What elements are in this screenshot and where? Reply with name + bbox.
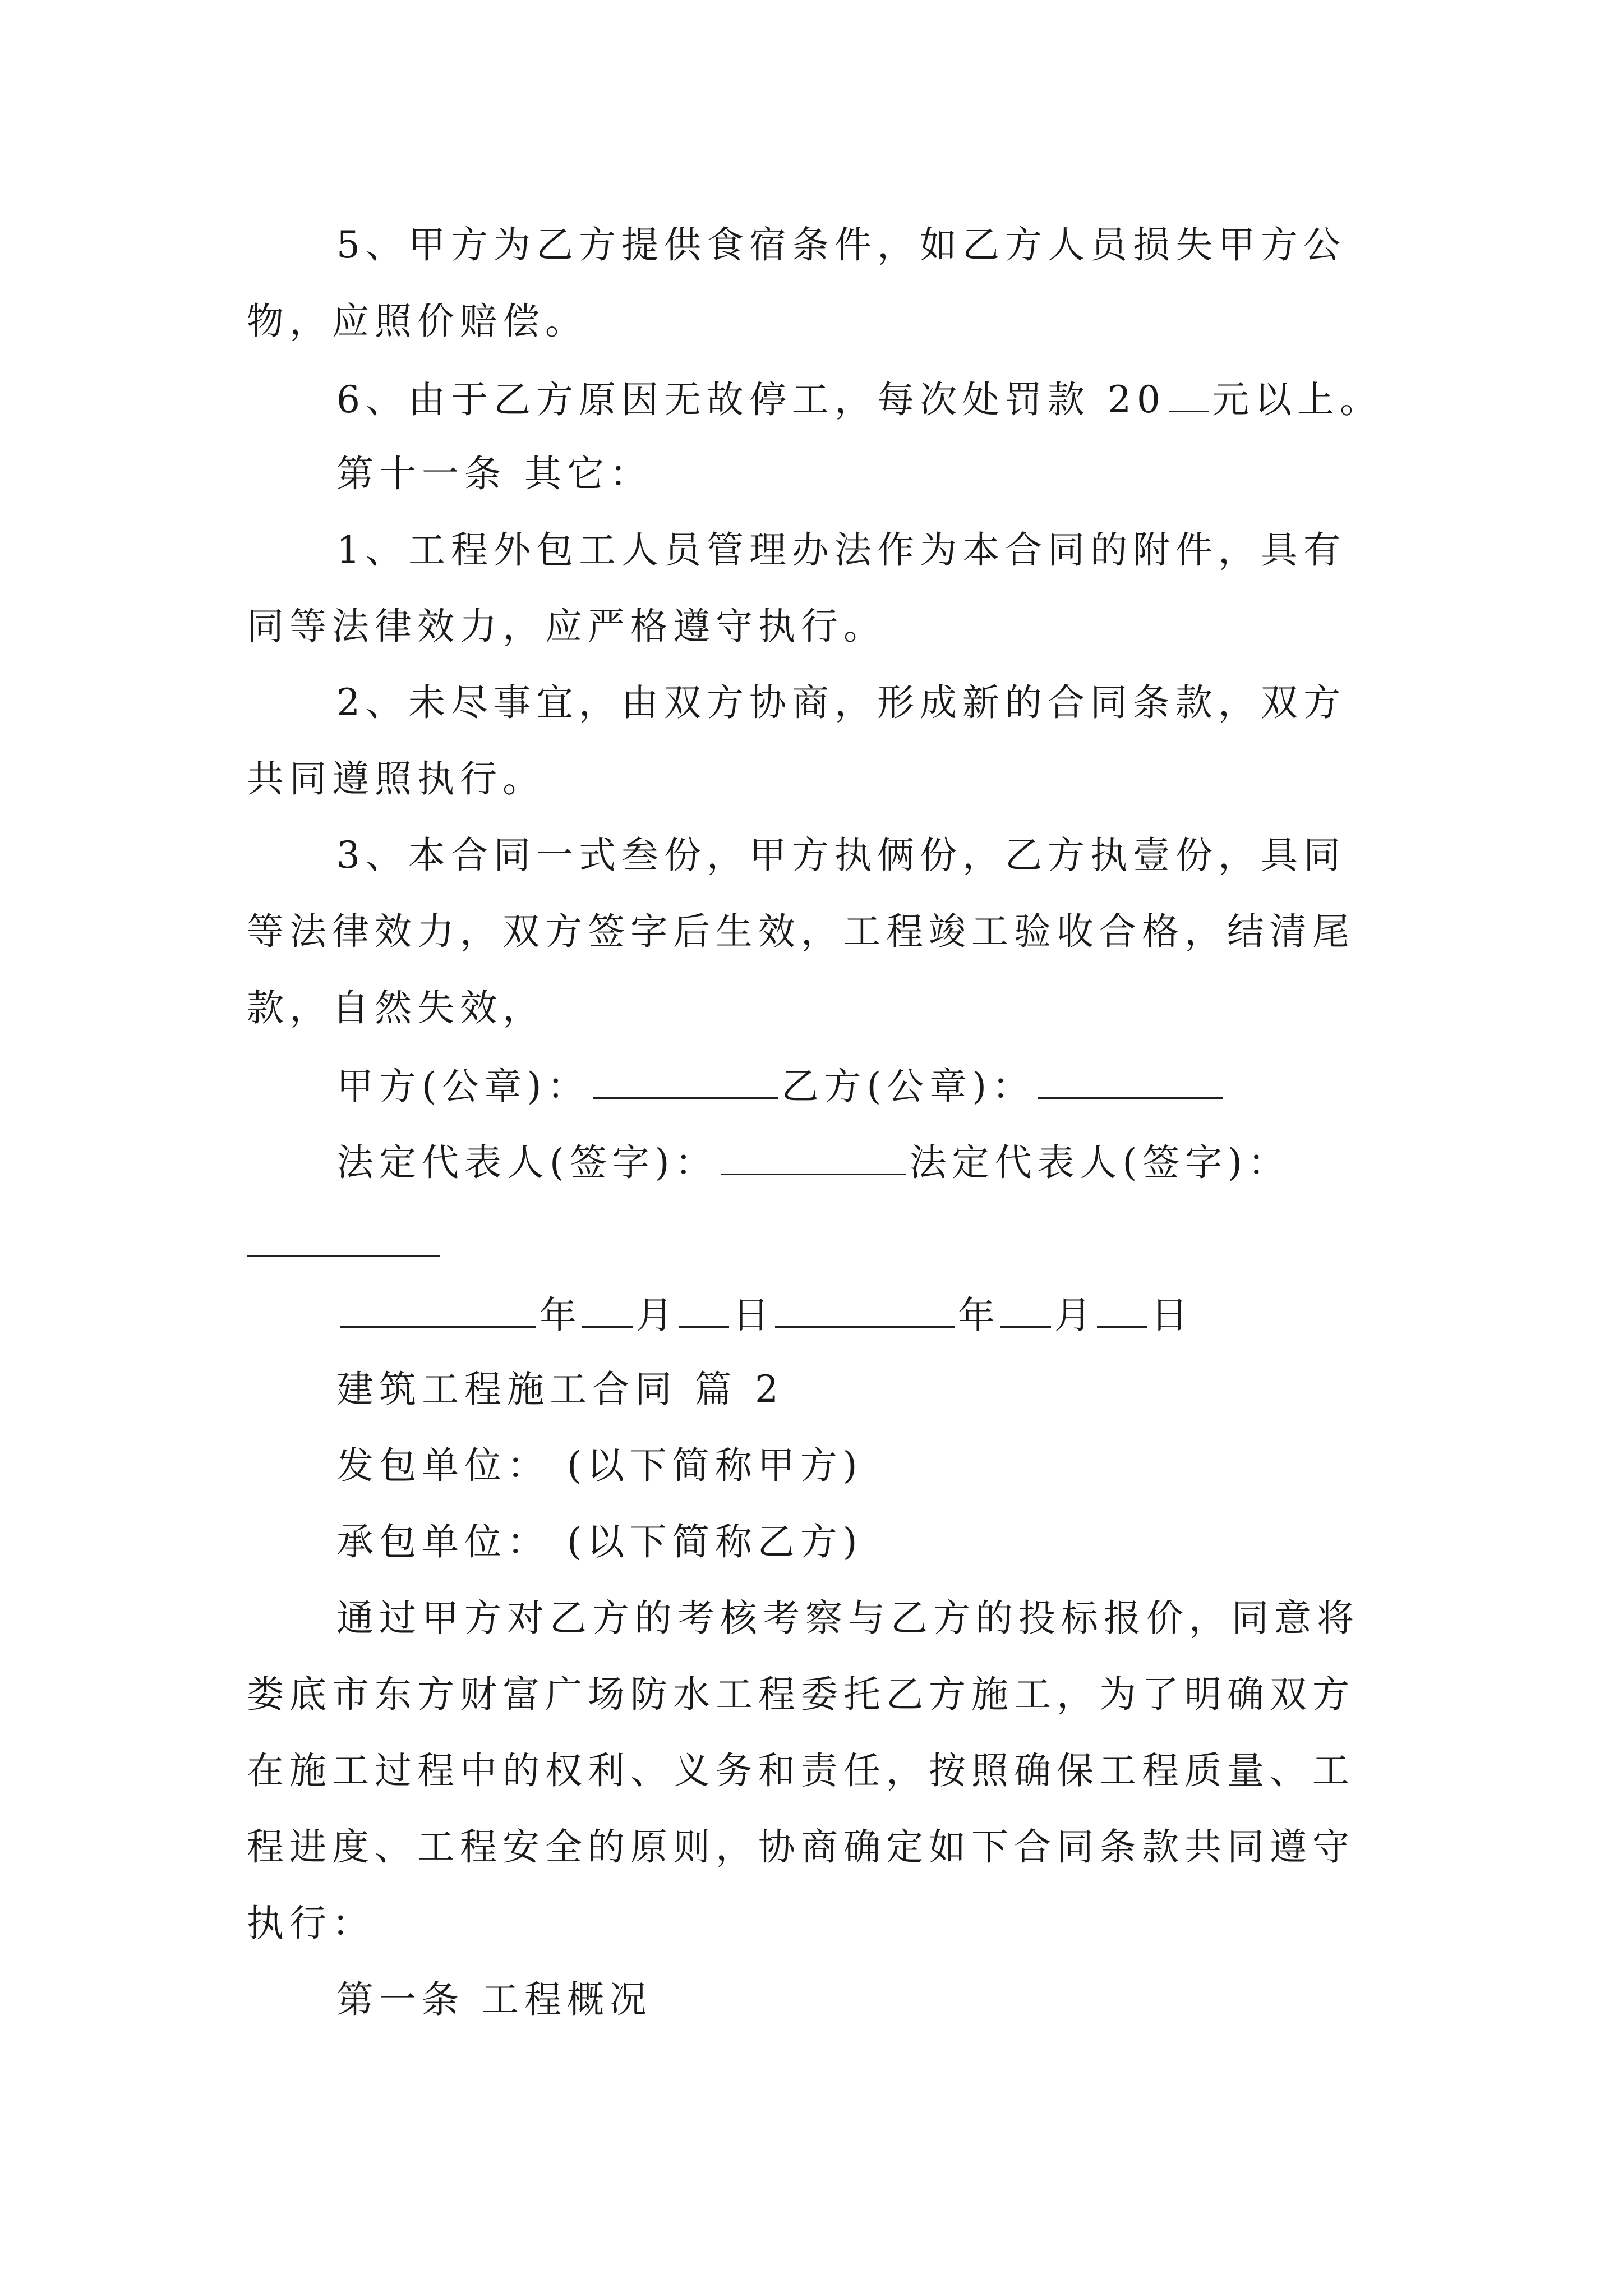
paragraph-line: 等法律效力，双方签字后生效，工程竣工验收合格，结清尾 xyxy=(247,910,1355,953)
paragraph-line: 同等法律效力，应严格遵守执行。 xyxy=(247,605,886,648)
year-label: 年 xyxy=(540,1294,579,1337)
paragraph-line: 执行： xyxy=(247,1902,375,1945)
party-b-rep-label: 法定代表人(签字)： xyxy=(909,1141,1290,1184)
party-a-rep-blank xyxy=(721,1142,906,1175)
month-label: 月 xyxy=(1054,1294,1094,1337)
contractor-line: 承包单位： (以下简称乙方) xyxy=(336,1520,863,1563)
article-heading: 第一条 工程概况 xyxy=(336,1978,652,2021)
line-text: 元以上。 xyxy=(1211,378,1382,421)
paragraph-line: 2、未尽事宜，由双方协商，形成新的合同条款，双方 xyxy=(336,681,1346,724)
month-blank xyxy=(582,1295,633,1328)
day-label: 日 xyxy=(1151,1294,1190,1337)
year-blank xyxy=(775,1295,955,1328)
date-line xyxy=(336,1294,1190,1337)
paragraph-line: 3、本合同一式叁份，甲方执俩份，乙方执壹份，具同 xyxy=(336,834,1346,877)
paragraph-line: 在施工过程中的权利、义务和责任，按照确保工程质量、工 xyxy=(247,1749,1355,1792)
paragraph-line: 娄底市东方财富广场防水工程委托乙方施工，为了明确双方 xyxy=(247,1673,1355,1716)
fill-blank xyxy=(1169,379,1209,412)
month-label: 月 xyxy=(636,1294,675,1337)
day-label: 日 xyxy=(732,1294,772,1337)
party-a-seal-blank xyxy=(593,1066,778,1099)
party-b-rep-blank xyxy=(247,1255,440,1257)
party-b-seal-label: 乙方(公章)： xyxy=(781,1065,1035,1108)
party-a-seal-label: 甲方(公章)： xyxy=(336,1065,590,1108)
paragraph-line: 物，应照价赔偿。 xyxy=(247,300,588,343)
line-text: 6、由于乙方原因无故停工，每次处罚款 20 xyxy=(336,378,1166,421)
year-blank xyxy=(340,1295,536,1328)
day-blank xyxy=(679,1295,729,1328)
signature-line xyxy=(336,1141,1290,1184)
paragraph-line: 共同遵照执行。 xyxy=(247,757,545,800)
paragraph-line: 通过甲方对乙方的考核考察与乙方的投标报价，同意将 xyxy=(336,1596,1359,1640)
party-a-rep-label: 法定代表人(签字)： xyxy=(336,1141,718,1184)
month-blank xyxy=(1000,1295,1051,1328)
paragraph-line xyxy=(336,378,1382,421)
paragraph-line: 1、工程外包工人员管理办法作为本合同的附件，具有 xyxy=(336,528,1346,572)
section-title: 建筑工程施工合同 篇 2 xyxy=(336,1368,784,1411)
party-b-seal-blank xyxy=(1038,1066,1223,1099)
day-blank xyxy=(1097,1295,1147,1328)
paragraph-line: 5、甲方为乙方提供食宿条件，如乙方人员损失甲方公 xyxy=(336,223,1346,266)
employer-line: 发包单位： (以下简称甲方) xyxy=(336,1444,863,1487)
paragraph-line: 程进度、工程安全的原则，协商确定如下合同条款共同遵守 xyxy=(247,1825,1355,1869)
paragraph-line: 款，自然失效， xyxy=(247,986,545,1029)
year-label: 年 xyxy=(958,1294,997,1337)
article-heading: 第十一条 其它： xyxy=(336,452,652,495)
seal-line xyxy=(336,1065,1227,1108)
